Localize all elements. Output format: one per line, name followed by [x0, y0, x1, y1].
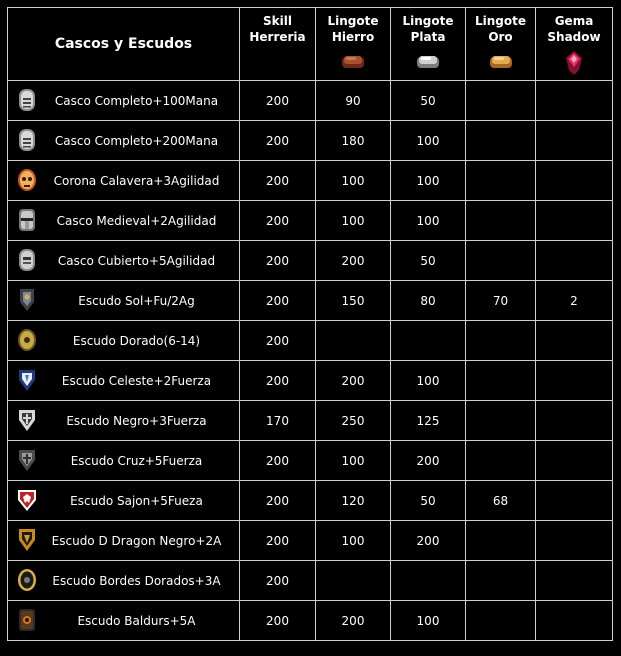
- iron-cell: 200: [316, 241, 391, 281]
- gold-cell: [466, 361, 536, 401]
- item-cell: [8, 241, 240, 281]
- item-cell: [8, 441, 240, 481]
- iron-cell: 100: [316, 161, 391, 201]
- gem-cell: [536, 481, 613, 521]
- table-row: [8, 161, 613, 201]
- gold-cell: [466, 521, 536, 561]
- gold-ingot-icon: [488, 52, 514, 72]
- baldurs-shield-icon: [16, 606, 38, 634]
- table-row: [8, 201, 613, 241]
- gem-cell: [536, 441, 613, 481]
- medieval-helmet-icon: [16, 206, 38, 234]
- silver-cell: 80: [391, 281, 466, 321]
- skill-cell: 200: [240, 161, 316, 201]
- item-name: Escudo Celeste+2Fuerza: [61, 373, 212, 388]
- table-row: [8, 361, 613, 401]
- table-row: [8, 81, 613, 121]
- table-title: [8, 8, 240, 81]
- col-header-silver: [391, 8, 466, 81]
- item-cell: [8, 521, 240, 561]
- silver-cell: 200: [391, 521, 466, 561]
- silver-cell: 125: [391, 401, 466, 441]
- silver-cell: [391, 561, 466, 601]
- col-header-skill: [240, 8, 316, 81]
- table-row: [8, 321, 613, 361]
- table-row: [8, 241, 613, 281]
- col-header-iron: [316, 8, 391, 81]
- silver-cell: 100: [391, 161, 466, 201]
- skill-cell: 200: [240, 481, 316, 521]
- skill-cell: 200: [240, 241, 316, 281]
- silver-cell: 50: [391, 81, 466, 121]
- gem-cell: [536, 161, 613, 201]
- silver-cell: 100: [391, 361, 466, 401]
- golden-shield-icon: [16, 326, 38, 354]
- skill-cell: 200: [240, 201, 316, 241]
- gold-trim-shield-icon: [16, 566, 38, 594]
- gold-cell: [466, 121, 536, 161]
- table-row: [8, 441, 613, 481]
- item-cell: [8, 361, 240, 401]
- iron-cell: 120: [316, 481, 391, 521]
- silver-cell: 50: [391, 481, 466, 521]
- silver-cell: 200: [391, 441, 466, 481]
- gold-cell: [466, 601, 536, 641]
- iron-cell: 250: [316, 401, 391, 441]
- gem-cell: [536, 81, 613, 121]
- col-header-line1: Lingote: [327, 14, 379, 28]
- item-name: Escudo Bordes Dorados+3A: [52, 573, 221, 588]
- item-cell: [8, 561, 240, 601]
- gem-cell: [536, 401, 613, 441]
- iron-cell: 200: [316, 601, 391, 641]
- gold-cell: 68: [466, 481, 536, 521]
- silver-cell: 100: [391, 121, 466, 161]
- item-cell: [8, 401, 240, 441]
- gold-cell: [466, 561, 536, 601]
- shadow-gem-icon: [563, 50, 585, 76]
- item-cell: [8, 121, 240, 161]
- item-name: Escudo Negro+3Fuerza: [66, 413, 207, 428]
- iron-cell: 100: [316, 521, 391, 561]
- iron-cell: 100: [316, 201, 391, 241]
- gem-cell: [536, 561, 613, 601]
- col-header-line2: Oro: [488, 30, 513, 44]
- skill-cell: 200: [240, 521, 316, 561]
- skill-cell: 200: [240, 361, 316, 401]
- col-header-line2: Hierro: [331, 30, 375, 44]
- col-header-line2: Herreria: [249, 30, 306, 44]
- gold-cell: [466, 321, 536, 361]
- gold-cell: [466, 81, 536, 121]
- gold-cell: [466, 401, 536, 441]
- item-cell: [8, 601, 240, 641]
- gem-cell: [536, 321, 613, 361]
- gold-cell: 70: [466, 281, 536, 321]
- iron-cell: [316, 561, 391, 601]
- item-name: Escudo Sajon+5Fueza: [70, 493, 203, 508]
- table-row: [8, 281, 613, 321]
- item-name: Escudo Dorado(6-14): [72, 333, 201, 348]
- gem-cell: [536, 201, 613, 241]
- item-name: Casco Cubierto+5Agilidad: [57, 253, 216, 268]
- black-dragon-shield-icon: [16, 526, 38, 554]
- col-header-gold: [466, 8, 536, 81]
- iron-cell: 200: [316, 361, 391, 401]
- sun-shield-icon: [16, 286, 38, 314]
- item-name: Escudo Cruz+5Fuerza: [70, 453, 203, 468]
- item-cell: [8, 321, 240, 361]
- silver-cell: 50: [391, 241, 466, 281]
- table-title-text: Cascos y Escudos: [54, 36, 193, 52]
- skill-cell: 200: [240, 281, 316, 321]
- skill-cell: 200: [240, 121, 316, 161]
- celeste-shield-icon: [16, 366, 38, 394]
- item-name: Casco Completo+100Mana: [54, 93, 219, 108]
- cross-shield-icon: [16, 446, 38, 474]
- table-row: [8, 561, 613, 601]
- col-header-gem: [536, 8, 613, 81]
- gem-cell: [536, 241, 613, 281]
- col-header-line2: Plata: [410, 30, 446, 44]
- covered-helmet-icon: [16, 246, 38, 274]
- gold-cell: [466, 241, 536, 281]
- item-name: Casco Completo+200Mana: [54, 133, 219, 148]
- gem-cell: [536, 121, 613, 161]
- item-name: Escudo D Dragon Negro+2A: [51, 533, 222, 548]
- silver-cell: 100: [391, 601, 466, 641]
- iron-cell: 180: [316, 121, 391, 161]
- saxon-shield-icon: [16, 486, 38, 514]
- iron-cell: 90: [316, 81, 391, 121]
- table-row: [8, 521, 613, 561]
- item-cell: [8, 161, 240, 201]
- table-row: [8, 601, 613, 641]
- gold-cell: [466, 161, 536, 201]
- gold-cell: [466, 201, 536, 241]
- silver-cell: 100: [391, 201, 466, 241]
- item-name: Escudo Baldurs+5A: [77, 613, 196, 628]
- col-header-line1: Gema: [554, 14, 594, 28]
- gem-cell: [536, 601, 613, 641]
- col-header-line1: Lingote: [474, 14, 526, 28]
- skill-cell: 200: [240, 561, 316, 601]
- item-cell: [8, 81, 240, 121]
- skill-cell: 200: [240, 81, 316, 121]
- col-header-line1: Lingote: [402, 14, 454, 28]
- gem-cell: [536, 361, 613, 401]
- skull-crown-icon: [16, 166, 38, 194]
- gold-cell: [466, 441, 536, 481]
- iron-cell: 100: [316, 441, 391, 481]
- full-helmet-icon: [16, 86, 38, 114]
- item-name: Escudo Sol+Fu/2Ag: [78, 293, 195, 308]
- table-row: [8, 121, 613, 161]
- col-header-line1: Skill: [263, 14, 292, 28]
- black-shield-icon: [16, 406, 38, 434]
- col-header-line2: Shadow: [547, 30, 601, 44]
- full-helmet-icon: [16, 126, 38, 154]
- skill-cell: 200: [240, 441, 316, 481]
- gem-cell: [536, 521, 613, 561]
- header-row: [8, 8, 613, 81]
- iron-cell: 150: [316, 281, 391, 321]
- silver-cell: [391, 321, 466, 361]
- skill-cell: 170: [240, 401, 316, 441]
- table-row: [8, 481, 613, 521]
- iron-ingot-icon: [340, 52, 366, 72]
- gem-cell: 2: [536, 281, 613, 321]
- table-row: [8, 401, 613, 441]
- item-name: Casco Medieval+2Agilidad: [56, 213, 217, 228]
- skill-cell: 200: [240, 601, 316, 641]
- skill-cell: 200: [240, 321, 316, 361]
- item-name: Corona Calavera+3Agilidad: [53, 173, 220, 188]
- silver-ingot-icon: [415, 52, 441, 72]
- item-cell: [8, 281, 240, 321]
- iron-cell: [316, 321, 391, 361]
- item-cell: [8, 201, 240, 241]
- recipe-table: [7, 7, 613, 641]
- item-cell: [8, 481, 240, 521]
